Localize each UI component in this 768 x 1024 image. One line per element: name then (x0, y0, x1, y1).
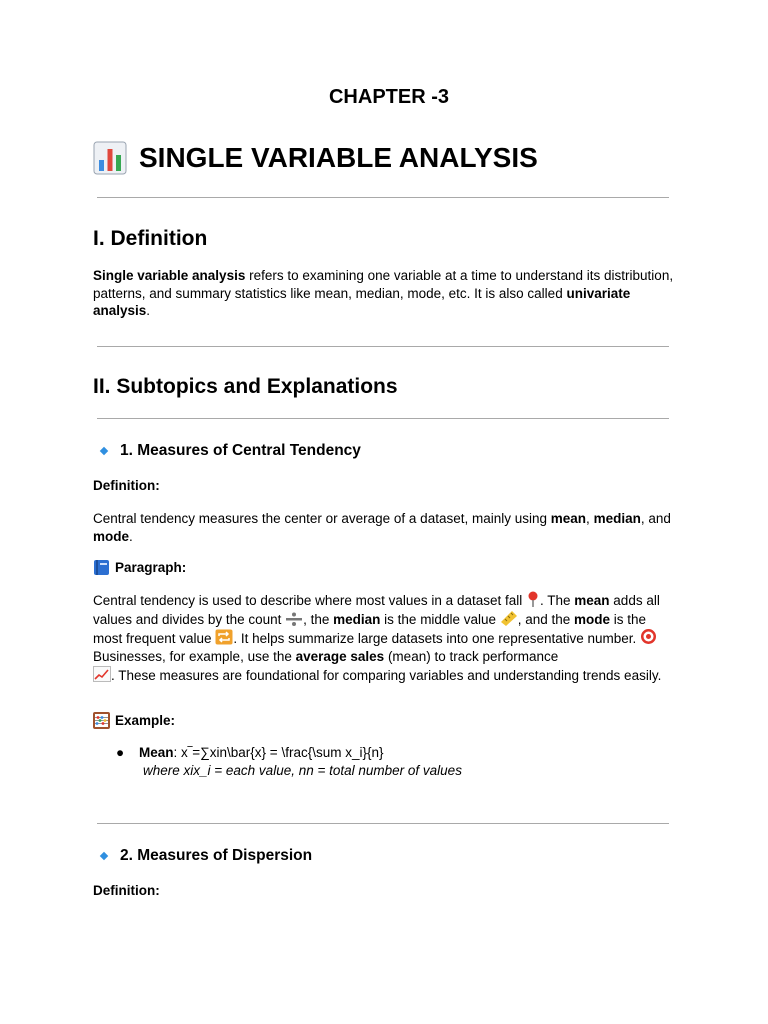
blue-diamond-icon (100, 852, 108, 860)
example-label: Example: (93, 712, 175, 729)
subsection-heading-dispersion: 2. Measures of Dispersion (97, 847, 312, 865)
bullet-dot: ● (116, 745, 125, 760)
page-title-text: SINGLE VARIABLE ANALYSIS (139, 142, 538, 173)
abacus-icon (93, 712, 110, 729)
central-tendency-paragraph: Central tendency is used to describe where most values in a dataset fall . The mean adds all values and divides by the count , the median is the middle value , and the mode is the most frequent value . It helps summarize large datasets into one representative number. Businesses, for example, use the average sales (mean) to track performance . These measures are foundational for comparing variables and understanding trends easily. (93, 593, 662, 683)
divider (97, 197, 669, 198)
subsection-heading-central-tendency: 1. Measures of Central Tendency (97, 442, 361, 460)
blue-book-icon (93, 559, 110, 576)
ruler-icon (500, 610, 518, 626)
definition-paragraph: Single variable analysis refers to examining one variable at a time to understand its distribution, patterns, and summary statistics like mean, median, mode, etc. It is also called univariate analysis. (93, 268, 674, 319)
bold-term: Single variable analysis (93, 268, 246, 283)
divider (97, 418, 669, 419)
chart-increasing-icon (93, 666, 111, 682)
bold-term: univariate analysis (93, 285, 631, 319)
paragraph-label: Paragraph: (93, 559, 186, 576)
divider (97, 346, 669, 347)
central-tendency-definition: Central tendency measures the center or average of a dataset, mainly using mean, median, and mode. (93, 511, 671, 544)
chapter-heading: CHAPTER -3 (328, 86, 449, 108)
bar-chart-icon (93, 141, 127, 175)
pushpin-icon (526, 591, 540, 607)
section-heading-subtopics: II. Subtopics and Explanations (93, 375, 398, 398)
divide-icon (285, 612, 303, 626)
definition-label: Definition: (93, 478, 160, 493)
target-icon (640, 628, 657, 645)
page-title (93, 141, 538, 175)
formula-description: where xix_i = each value, nn = total number of values (143, 763, 462, 778)
repeat-icon (215, 629, 233, 645)
list-item: ● Mean: x‾=∑xin\bar{x} = \frac{\sum x_i}{n} (116, 745, 384, 760)
blue-diamond-icon (100, 447, 108, 455)
divider (97, 823, 669, 824)
definition-label: Definition: (93, 883, 160, 898)
section-heading-definition: I. Definition (93, 227, 208, 250)
